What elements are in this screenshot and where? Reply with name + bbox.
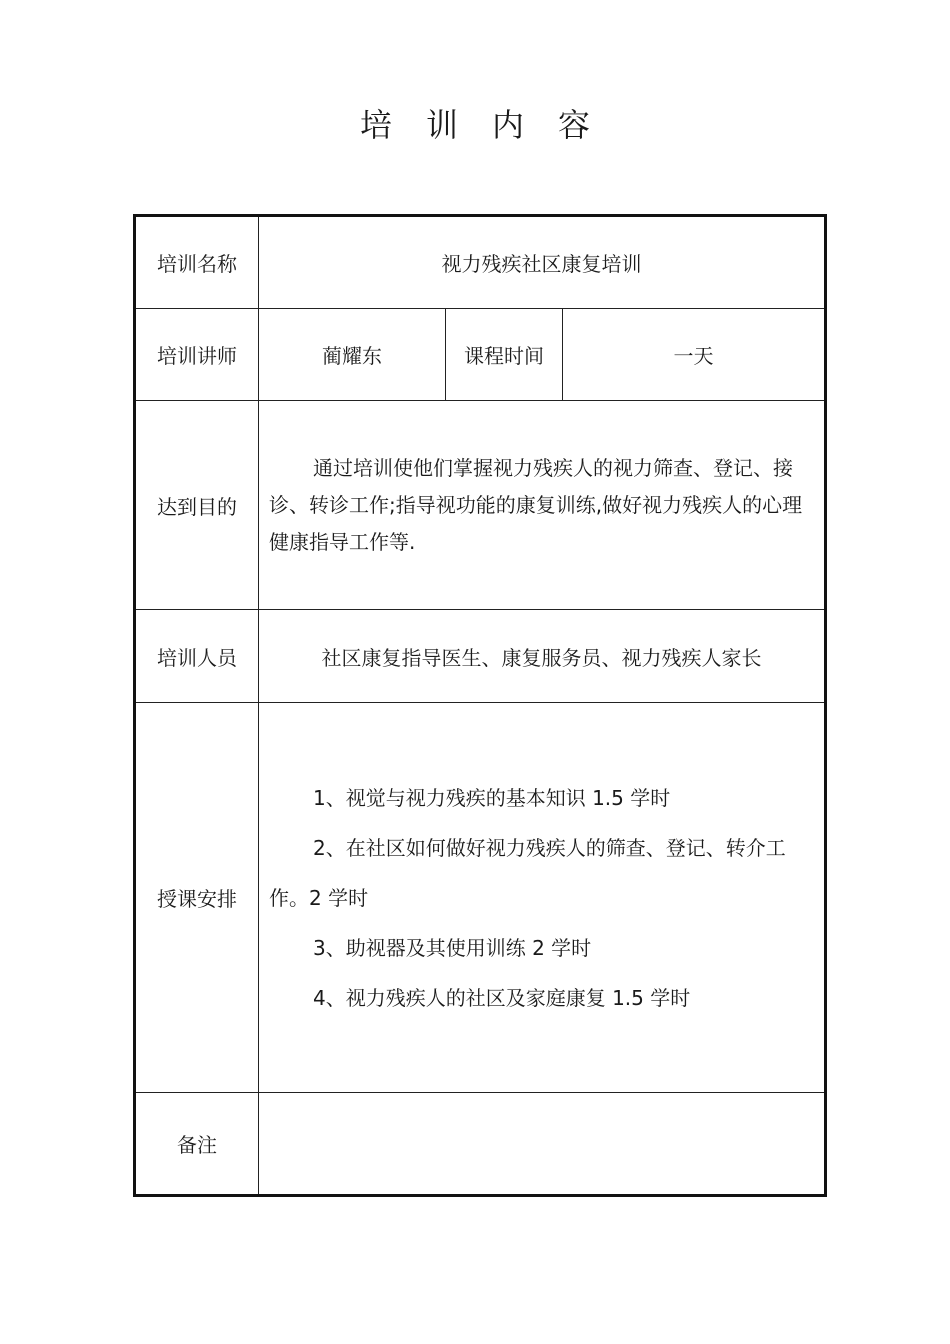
row-goal (135, 401, 826, 610)
notes-label: 备注 (135, 1093, 259, 1196)
trainees-value: 社区康复指导医生、康复服务员、视力残疾人家长 (259, 610, 826, 703)
schedule-label: 授课安排 (135, 703, 259, 1093)
row-trainees (135, 610, 826, 703)
duration-label: 课程时间 (446, 309, 563, 401)
row-notes (135, 1093, 826, 1196)
schedule-list (259, 773, 824, 1023)
schedule-cell (259, 703, 826, 1093)
row-training-name (135, 216, 826, 309)
page-title: 培训内容 (359, 106, 624, 144)
schedule-item: 1、视觉与视力残疾的基本知识 1.5 学时 (313, 785, 671, 810)
notes-value[interactable] (259, 1093, 826, 1196)
trainees-label: 培训人员 (135, 610, 259, 703)
schedule-item: 2、在社区如何做好视力残疾人的筛查、登记、转介工作。2 学时 (269, 835, 786, 910)
training-name-label: 培训名称 (135, 216, 259, 309)
instructor-label: 培训讲师 (135, 309, 259, 401)
training-form-table (133, 214, 827, 1197)
duration-value: 一天 (563, 309, 826, 401)
row-schedule (135, 703, 826, 1093)
row-instructor (135, 309, 826, 401)
schedule-item: 3、助视器及其使用训练 2 学时 (313, 935, 592, 960)
schedule-item: 4、视力残疾人的社区及家庭康复 1.5 学时 (313, 985, 691, 1010)
goal-cell (259, 401, 826, 610)
goal-label: 达到目的 (135, 401, 259, 610)
goal-value: 通过培训使他们掌握视力残疾人的视力筛查、登记、接诊、转诊工作;指导视功能的康复训练,做好视力残疾人的心理健康指导工作等. (269, 455, 803, 554)
training-name-value: 视力残疾社区康复培训 (259, 216, 826, 309)
instructor-value: 蔺耀东 (259, 309, 446, 401)
